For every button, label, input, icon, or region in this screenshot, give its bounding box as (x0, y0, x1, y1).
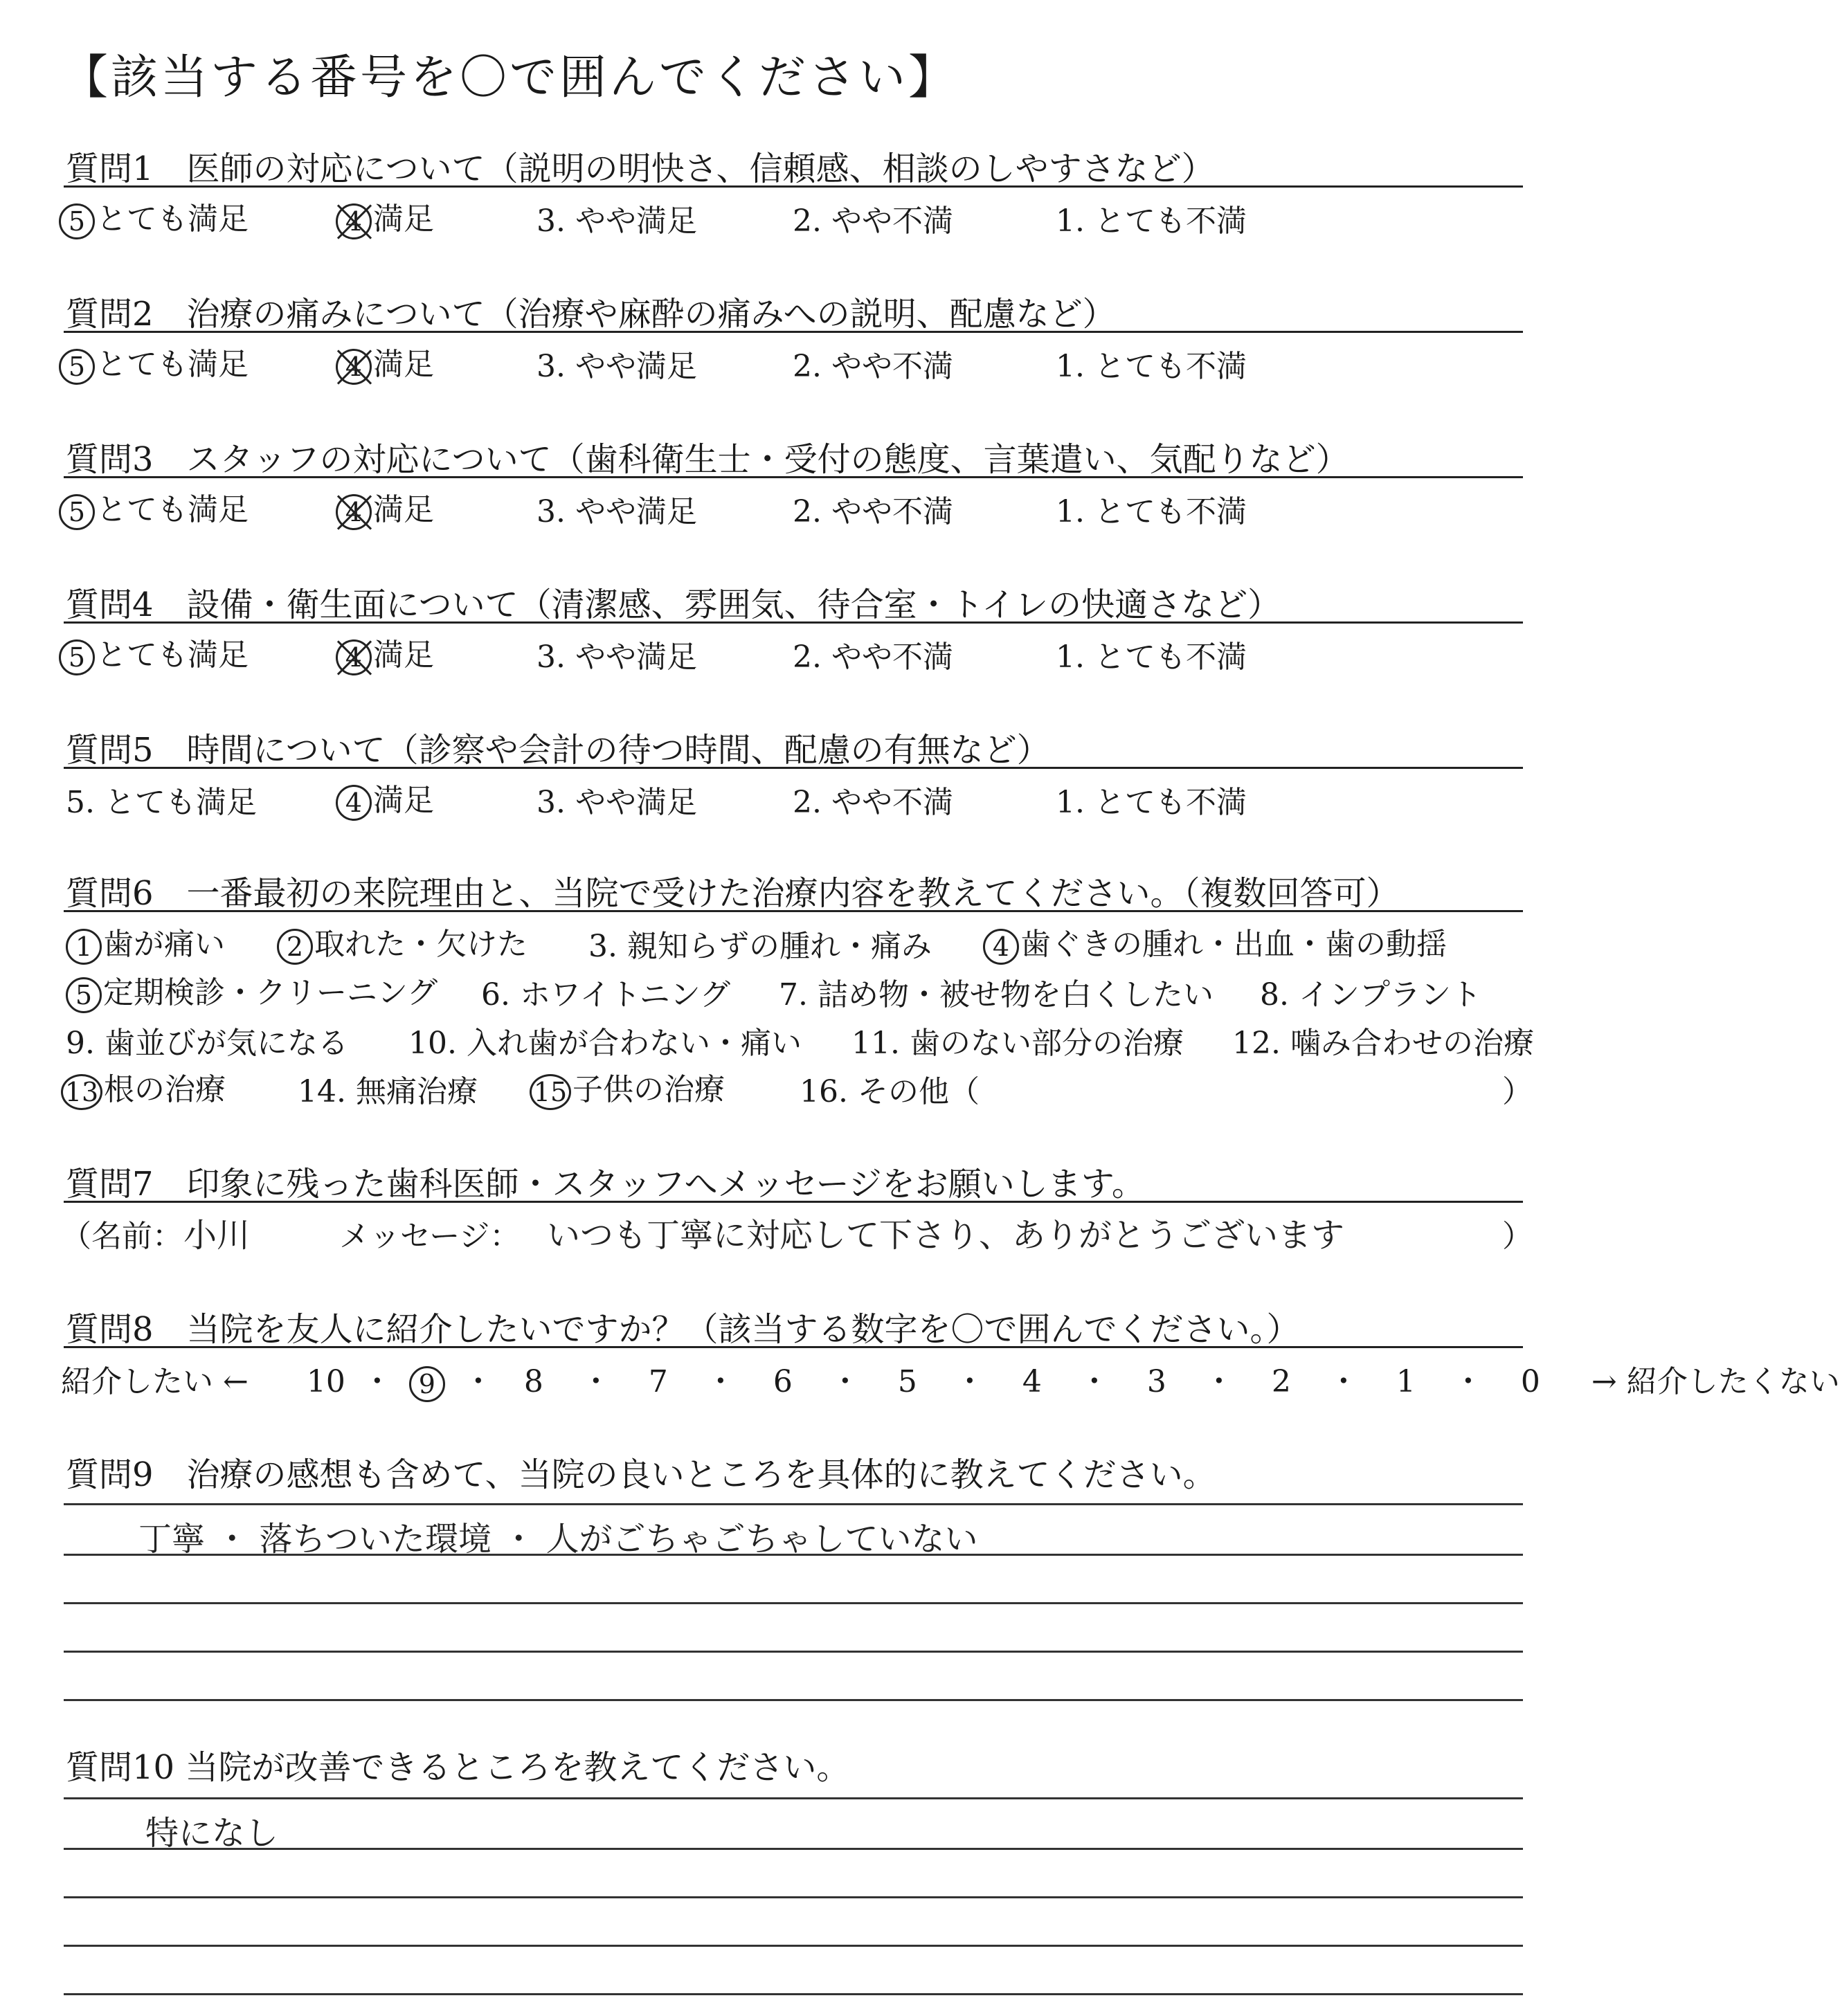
q6-item-16[interactable]: 16. その他（ (800, 1074, 980, 1109)
selected-circle-mark: 5 (59, 639, 95, 675)
q1-option-1[interactable]: 1. とても不満 (1056, 203, 1247, 239)
q10-writing-line (64, 1797, 1523, 1799)
scale-5[interactable]: 5 (897, 1364, 917, 1399)
q7-name-handwritten[interactable]: 小川 (183, 1216, 251, 1255)
q6-item-5[interactable] (66, 968, 438, 1013)
option-label: 満足 (373, 783, 434, 818)
option-label: とても満足 (96, 492, 249, 527)
q8-divider (64, 1346, 1523, 1348)
q3-option-3[interactable]: 3. やや満足 (536, 494, 697, 529)
q4-option-2[interactable]: 2. やや不満 (793, 639, 953, 675)
q1-divider (64, 185, 1523, 188)
q6-item-7[interactable]: 7. 詰め物・被せ物を白くしたい (779, 977, 1214, 1012)
q1-option-3[interactable]: 3. やや満足 (536, 203, 697, 239)
selected-circle-mark: 5 (59, 349, 95, 385)
q9-answer-handwritten[interactable]: 丁寧 ・ 落ちついた環境 ・ 人がごちゃごちゃしていない (138, 1520, 978, 1559)
scale-8[interactable]: 8 (523, 1364, 543, 1399)
q9-writing-line (64, 1554, 1523, 1556)
option-label: 満足 (373, 201, 434, 237)
q2-option-2[interactable]: 2. やや不満 (793, 349, 953, 384)
q9-title: 質問9 治療の感想も含めて、当院の良いところを具体的に教えてください。 (66, 1455, 1216, 1494)
q4-option-3[interactable]: 3. やや満足 (536, 639, 697, 675)
q2-option-3[interactable]: 3. やや満足 (536, 349, 697, 384)
page-header: 【該当する番号を〇で囲んでください】 (61, 51, 959, 105)
scale-separator: ・ (580, 1364, 611, 1399)
q1-title: 質問1 医師の対応について（説明の明快さ、信頼感、相談のしやすさなど） (66, 149, 1215, 188)
selected-circle-mark: 4 (983, 929, 1019, 965)
q3-option-5[interactable] (59, 484, 249, 530)
q4-option-1[interactable]: 1. とても不満 (1056, 639, 1247, 675)
option-label: 子供の治療 (572, 1072, 725, 1107)
q10-writing-line (64, 1848, 1523, 1850)
option-label: 満足 (373, 637, 434, 673)
q4-option-4[interactable] (336, 630, 434, 675)
q6-divider (64, 910, 1523, 912)
q7-close-paren: ） (1502, 1219, 1533, 1254)
q9-writing-line (64, 1503, 1523, 1505)
q6-item-14[interactable]: 14. 無痛治療 (298, 1074, 478, 1109)
scale-separator: ・ (462, 1364, 494, 1399)
selected-circle-mark: 5 (59, 494, 95, 530)
scale-right-label: → 紹介したくない (1591, 1364, 1840, 1399)
q7-divider (64, 1201, 1523, 1203)
q10-writing-line (64, 1945, 1523, 1947)
scale-2[interactable]: 2 (1271, 1364, 1291, 1399)
q6-item-12[interactable]: 12. 噛み合わせの治療 (1232, 1026, 1534, 1061)
option-label: 歯ぐきの腫れ・出血・歯の動揺 (1020, 927, 1447, 962)
scale-separator: ・ (705, 1364, 736, 1399)
q9-writing-line (64, 1602, 1523, 1604)
q6-item-4[interactable] (983, 919, 1447, 965)
q6-item-10[interactable]: 10. 入れ歯が合わない・痛い (408, 1026, 802, 1061)
q2-option-4[interactable] (336, 339, 434, 385)
q9-writing-line (64, 1651, 1523, 1653)
q5-option-3[interactable]: 3. やや満足 (536, 785, 697, 820)
q6-item-1[interactable] (66, 919, 225, 965)
scale-separator: ・ (1203, 1364, 1234, 1399)
crossed-circle-mark: 4 (336, 639, 372, 675)
option-label: とても満足 (96, 347, 249, 382)
q3-option-4[interactable] (336, 484, 434, 530)
option-label: 満足 (373, 492, 434, 527)
scale-separator: ・ (1079, 1364, 1110, 1399)
q5-option-1[interactable]: 1. とても不満 (1056, 785, 1247, 820)
q5-divider (64, 767, 1523, 769)
scale-7[interactable]: 7 (648, 1364, 668, 1399)
q5-option-4[interactable] (336, 775, 434, 821)
q6-item-11[interactable]: 11. 歯のない部分の治療 (851, 1026, 1184, 1061)
q3-divider (64, 476, 1523, 478)
option-label: 定期検診・クリーニング (103, 975, 438, 1010)
q2-option-1[interactable]: 1. とても不満 (1056, 349, 1247, 384)
scale-1[interactable]: 1 (1396, 1364, 1416, 1399)
q6-title: 質問6 一番最初の来院理由と、当院で受けた治療内容を教えてください。（複数回答可） (66, 874, 1400, 913)
option-label: 満足 (373, 347, 434, 382)
q6-item-6[interactable]: 6. ホワイトニング (481, 977, 731, 1012)
option-label: 歯が痛い (103, 927, 225, 962)
crossed-circle-mark: 4 (336, 494, 372, 530)
scale-separator: ・ (1328, 1364, 1359, 1399)
q7-message-handwritten[interactable]: いつも丁寧に対応して下さり、ありがとうございます (547, 1216, 1345, 1255)
scale-separator: ・ (829, 1364, 860, 1399)
scale-6[interactable]: 6 (773, 1364, 793, 1399)
q2-title: 質問2 治療の痛みについて（治療や麻酔の痛みへの説明、配慮など） (66, 295, 1116, 334)
scale-separator: ・ (954, 1364, 985, 1399)
q7-title: 質問7 印象に残った歯科医師・スタッフへメッセージをお願いします。 (66, 1165, 1145, 1204)
q3-option-2[interactable]: 2. やや不満 (793, 494, 953, 529)
q10-title: 質問10 当院が改善できるところを教えてください。 (66, 1748, 850, 1787)
q6-item-3[interactable]: 3. 親知らずの腫れ・痛み (588, 929, 932, 964)
selected-circle-mark: 5 (59, 203, 95, 239)
selected-circle-mark: 4 (336, 785, 372, 821)
q10-writing-line (64, 1896, 1523, 1898)
scale-4[interactable]: 4 (1022, 1364, 1042, 1399)
selected-circle-mark: 15 (530, 1074, 571, 1110)
selected-circle-mark: 2 (277, 929, 313, 965)
q3-title: 質問3 スタッフの対応について（歯科衛生士・受付の態度、言葉遣い、気配りなど） (66, 440, 1349, 479)
q8-title: 質問8 当院を友人に紹介したいですか？（該当する数字を〇で囲んでください。） (66, 1310, 1300, 1349)
q2-option-5[interactable] (59, 339, 249, 385)
q4-divider (64, 621, 1523, 624)
q9-writing-line (64, 1699, 1523, 1701)
q1-option-4[interactable] (336, 194, 434, 239)
q2-divider (64, 331, 1523, 333)
q8-recommend-scale (61, 1356, 1840, 1402)
q4-title: 質問4 設備・衛生面について（清潔感、雰囲気、待合室・トイレの快適さなど） (66, 585, 1281, 624)
scale-separator: ・ (361, 1364, 393, 1399)
option-label: 取れた・欠けた (314, 927, 527, 962)
q10-answer-handwritten[interactable]: 特になし (145, 1814, 279, 1853)
scale-separator: ・ (1452, 1364, 1483, 1399)
option-label: とても満足 (96, 201, 249, 237)
scale-9-selected[interactable]: 9 (409, 1366, 445, 1402)
crossed-circle-mark: 4 (336, 203, 372, 239)
q4-option-5[interactable] (59, 630, 249, 675)
scale-10[interactable]: 10 (306, 1364, 345, 1399)
q10-writing-line (64, 1993, 1523, 1995)
scale-0[interactable]: 0 (1520, 1364, 1540, 1399)
q5-option-2[interactable]: 2. やや不満 (793, 785, 953, 820)
q3-option-1[interactable]: 1. とても不満 (1056, 494, 1247, 529)
selected-circle-mark: 1 (66, 929, 102, 965)
q6-item-2[interactable] (277, 919, 527, 965)
q7-name-label: （名前： (61, 1219, 183, 1254)
scale-left-label: 紹介したい ← (61, 1364, 249, 1399)
q5-option-5[interactable]: 5. とても満足 (66, 785, 257, 820)
q5-title: 質問5 時間について（診察や会計の待つ時間、配慮の有無など） (66, 731, 1050, 770)
q6-item-9[interactable]: 9. 歯並びが気になる (66, 1026, 348, 1061)
q7-message-label: メッセージ： (339, 1219, 521, 1254)
q6-item-8[interactable]: 8. インプラント (1260, 977, 1481, 1012)
q6-other-close-paren: ） (1502, 1074, 1533, 1109)
scale-3[interactable]: 3 (1146, 1364, 1166, 1399)
q6-item-13[interactable] (61, 1064, 226, 1110)
selected-circle-mark: 13 (61, 1074, 102, 1110)
selected-circle-mark: 5 (66, 977, 102, 1013)
option-label: とても満足 (96, 637, 249, 673)
q1-option-5[interactable] (59, 194, 249, 239)
q1-option-2[interactable]: 2. やや不満 (793, 203, 953, 239)
option-label: 根の治療 (104, 1072, 226, 1107)
q6-item-15[interactable] (530, 1064, 725, 1110)
crossed-circle-mark: 4 (336, 349, 372, 385)
